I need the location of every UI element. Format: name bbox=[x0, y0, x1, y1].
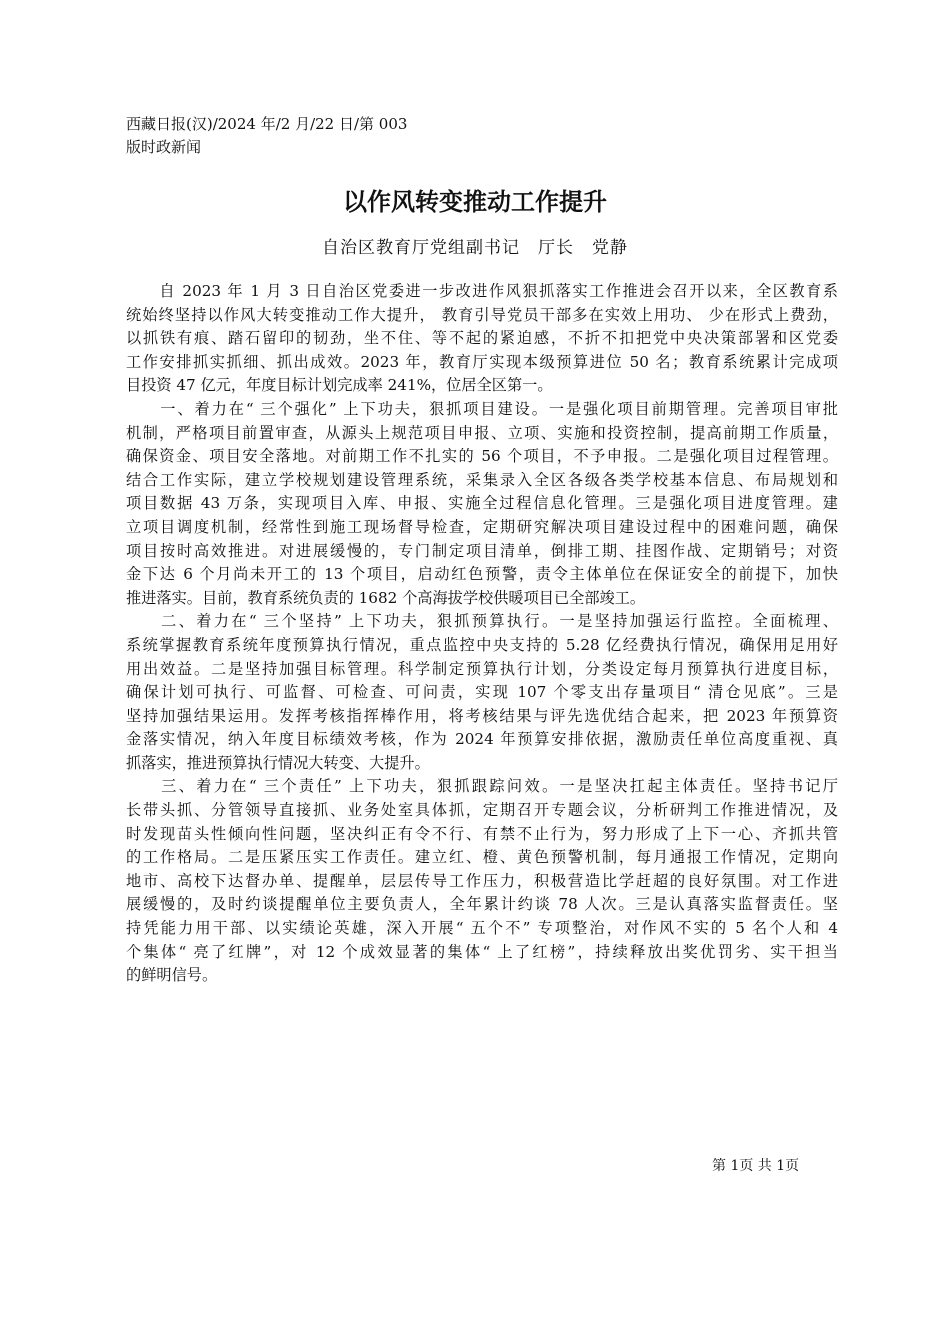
text-line: 确保计划可执行、可监督、可检查、可问责，实现 107 个零支出存量项目“ 清仓见底”。三是 bbox=[126, 683, 838, 702]
text-line: 推进落实。目前，教育系统负责的 1682 个高海拔学校供暖项目已全部竣工。 bbox=[126, 588, 646, 607]
text-line: 持凭能力用干部、以实绩论英雄，深入开展“ 五个不” 专项整治，对作风不实的 5 名个人和 4 bbox=[126, 919, 838, 938]
paragraph bbox=[126, 610, 838, 775]
text-line: 用出效益。二是坚持加强目标管理。科学制定预算执行计划，分类设定每月预算执行进度目标， bbox=[126, 659, 838, 678]
byline: 自治区教育厅党组副书记 厅长 党静 bbox=[322, 238, 628, 258]
text-line: 项目数据 43 万条，实现项目入库、申报、实施全过程信息化管理。三是强化项目进度管理。建 bbox=[126, 494, 838, 513]
text-line: 结合工作实际，建立学校规划建设管理系统，采集录入全区各级各类学校基本信息、布局规划和 bbox=[126, 470, 838, 489]
text-line: 的鲜明信号。 bbox=[126, 966, 218, 985]
text-line: 项目按时高效推进。对进展缓慢的，专门制定项目清单，倒排工期、挂图作战、定期销号；对资 bbox=[126, 541, 838, 560]
text-line: 的工作格局。二是压紧压实工作责任。建立红、橙、黄色预警机制，每月通报工作情况，定期向 bbox=[126, 848, 838, 867]
page-footer: 第 1页 共 1页 bbox=[712, 1158, 800, 1174]
text-line: 以抓铁有痕、踏石留印的韧劲，坐不住、等不起的紧迫感，不折不扣把党中央决策部署和区党委 bbox=[126, 329, 838, 348]
text-line: 金落实情况，纳入年度目标绩效考核，作为 2024 年预算安排依据，激励责任单位高度重视、真 bbox=[126, 730, 838, 749]
text-line: 立项目调度机制，经常性到施工现场督导检查，定期研究解决项目建设过程中的困难问题，确保 bbox=[126, 517, 838, 536]
paragraph bbox=[126, 775, 838, 987]
source-line: 版时政新闻 bbox=[126, 138, 202, 156]
source-info bbox=[126, 113, 407, 159]
text-line: 确保资金、项目安全落地。对前期工作不扎实的 56 个项目，不予申报。二是强化项目过程管理。 bbox=[126, 447, 838, 466]
article-body bbox=[126, 280, 838, 988]
text-line: 时发现苗头性倾向性问题，坚决纠正有令不行、有禁不止行为，努力形成了上下一心、齐抓共管 bbox=[126, 824, 838, 843]
text-line: 地市、高校下达督办单、提醒单，层层传导工作压力，积极营造比学赶超的良好氛围。对工作进 bbox=[126, 871, 838, 890]
text-line: 个集体“ 亮了红牌”，对 12 个成效显著的集体“ 上了红榜”，持续释放出奖优罚劣、实干担当 bbox=[126, 942, 838, 961]
paragraph bbox=[126, 280, 838, 398]
text-line: 目投资 47 亿元，年度目标计划完成率 241%，位居全区第一。 bbox=[126, 376, 553, 395]
text-line: 统始终坚持以作风大转变推动工作大提升， 教育引导党员干部多在实效上用功、 少在形式上费劲， bbox=[126, 305, 838, 324]
text-line: 系统掌握教育系统年度预算执行情况，重点监控中央支持的 5.28 亿经费执行情况，确保用足用好 bbox=[126, 635, 838, 654]
article-title: 以作风转变推动工作提升 bbox=[343, 188, 607, 216]
text-line: 自 2023 年 1 月 3 日自治区党委进一步改进作风狠抓落实工作推进会召开以来，全区教育系 bbox=[126, 282, 838, 300]
text-line: 工作安排抓实抓细、抓出成效。2023 年，教育厅实现本级预算进位 50 名；教育系统累计完成项 bbox=[126, 352, 838, 371]
text-line: 坚持加强结果运用。发挥考核指挥棒作用，将考核结果与评先选优结合起来，把 2023 年预算资 bbox=[126, 706, 838, 725]
text-line: 三、着力在“ 三个责任” 上下功夫，狠抓跟踪问效。一是坚决扛起主体责任。坚持书记厅 bbox=[126, 777, 838, 796]
text-line: 展缓慢的，及时约谈提醒单位主要负责人，全年累计约谈 78 人次。三是认真落实监督责任。坚 bbox=[126, 895, 838, 914]
text-line: 抓落实，推进预算执行情况大转变、大提升。 bbox=[126, 753, 430, 772]
text-line: 机制，严格项目前置审查，从源头上规范项目申报、立项、实施和投资控制，提高前期工作质量， bbox=[126, 423, 838, 442]
text-line: 二、着力在“ 三个坚持” 上下功夫，狠抓预算执行。一是坚持加强运行监控。全面梳理、 bbox=[126, 612, 838, 631]
paragraph bbox=[126, 398, 838, 610]
text-line: 金下达 6 个月尚未开工的 13 个项目，启动红色预警，责令主体单位在保证安全的前提下，加快 bbox=[126, 565, 838, 584]
text-line: 一、着力在“ 三个强化” 上下功夫，狠抓项目建设。一是强化项目前期管理。完善项目审批 bbox=[126, 399, 838, 418]
source-line: 西藏日报(汉)/2024 年/2 月/22 日/第 003 bbox=[126, 115, 408, 133]
text-line: 长带头抓、分管领导直接抓、业务处室具体抓，定期召开专题会议，分析研判工作推进情况，及 bbox=[126, 801, 838, 820]
